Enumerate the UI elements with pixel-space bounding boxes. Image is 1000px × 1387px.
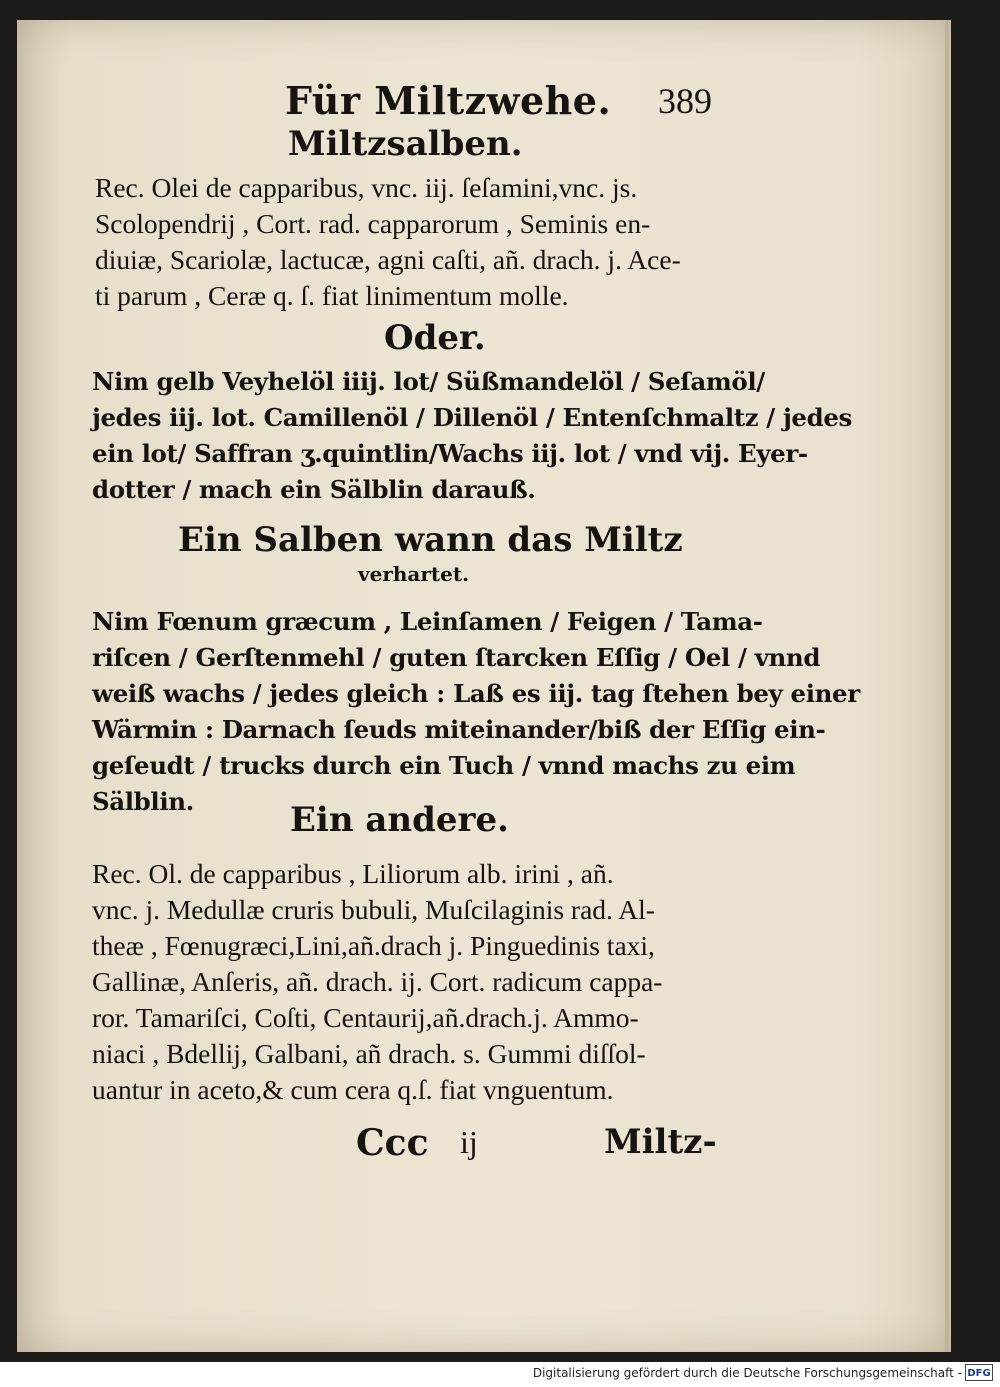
text-line: ror. Tamariſci, Coſti, Centaurij,añ.drach.j. Ammo- [92,1002,639,1033]
text-line: vnc. j. Medullæ cruris bubuli, Muſcilaginis rad. Al- [92,894,655,925]
section-heading: Miltzsalben. [288,124,523,164]
section-body-german [92,364,852,508]
section-heading: Ein andere. [290,800,509,840]
text-line: riſcen / Gerſtenmehl / guten ſtarcken Eſſig / Oel / vnnd [92,643,821,672]
running-head: Für Miltzwehe. [285,78,612,123]
text-line: Sälblin. [92,787,194,816]
section-heading: Ein Salben wann das Miltz [178,520,683,560]
text-line: theæ , Fœnugræci,Lini,añ.drach j. Pinguedinis taxi, [92,930,655,961]
page-number: 389 [658,81,712,121]
section-subheading: verhartet. [358,562,470,586]
text-line: geſeudt / trucks durch ein Tuch / vnnd machs zu eim [92,751,796,780]
funding-note: Digitalisierung gefördert durch die Deutsche Forschungsgemeinschaft - [532,1366,962,1380]
text-line: uantur in aceto,& cum cera q.ſ. fiat vnguentum. [92,1074,614,1105]
text-line: Nim gelb Veyhelöl iiij. lot/ Süßmandelöl / Seſamöl/ [92,367,765,396]
text-line: dotter / mach ein Sälblin darauß. [92,475,536,504]
text-line: Nim Fœnum græcum , Leinſamen / Feigen / Tama- [92,607,763,636]
text-line: Gallinæ, Anſeris, añ. drach. ij. Cort. radicum cappa- [92,966,663,997]
text-line: diuiæ, Scariolæ, lactucæ, agni caſti, añ. drach. j. Ace- [95,244,681,275]
section-body-latin [95,170,681,314]
catchword: Miltz- [604,1122,717,1162]
text-line: jedes iij. lot. Camillenöl / Dillenöl / Entenſchmaltz / jedes [92,403,852,432]
text-line: ein lot/ Saffran ʒ.quintlin/Wachs iij. lot / vnd vij. Eyer- [92,439,808,468]
text-line: ti parum , Ceræ q. ſ. fiat linimentum molle. [95,280,569,311]
section-heading: Oder. [384,318,486,358]
page-edge [945,20,949,1352]
section-body-latin [92,856,662,1108]
dfg-logo: DFG [965,1364,993,1381]
section-body-german [92,604,860,820]
signature-mark: Ccc [356,1122,429,1164]
text-line: niaci , Bdellij, Galbani, añ drach. s. Gummi diſſol- [92,1038,646,1069]
text-line: weiß wachs / jedes gleich : Laß es iij. tag ſtehen bey einer [92,679,860,708]
text-line: Scolopendrij , Cort. rad. capparorum , Seminis en- [95,208,651,239]
signature-number: ij [460,1124,478,1160]
text-line: Wärmin : Darnach ſeuds miteinander/biß der Eſſig ein- [92,715,826,744]
text-line: Rec. Olei de capparibus, vnc. iij. ſeſamini,vnc. js. [95,172,638,203]
text-line: Rec. Ol. de capparibus , Liliorum alb. irini , añ. [92,858,614,889]
